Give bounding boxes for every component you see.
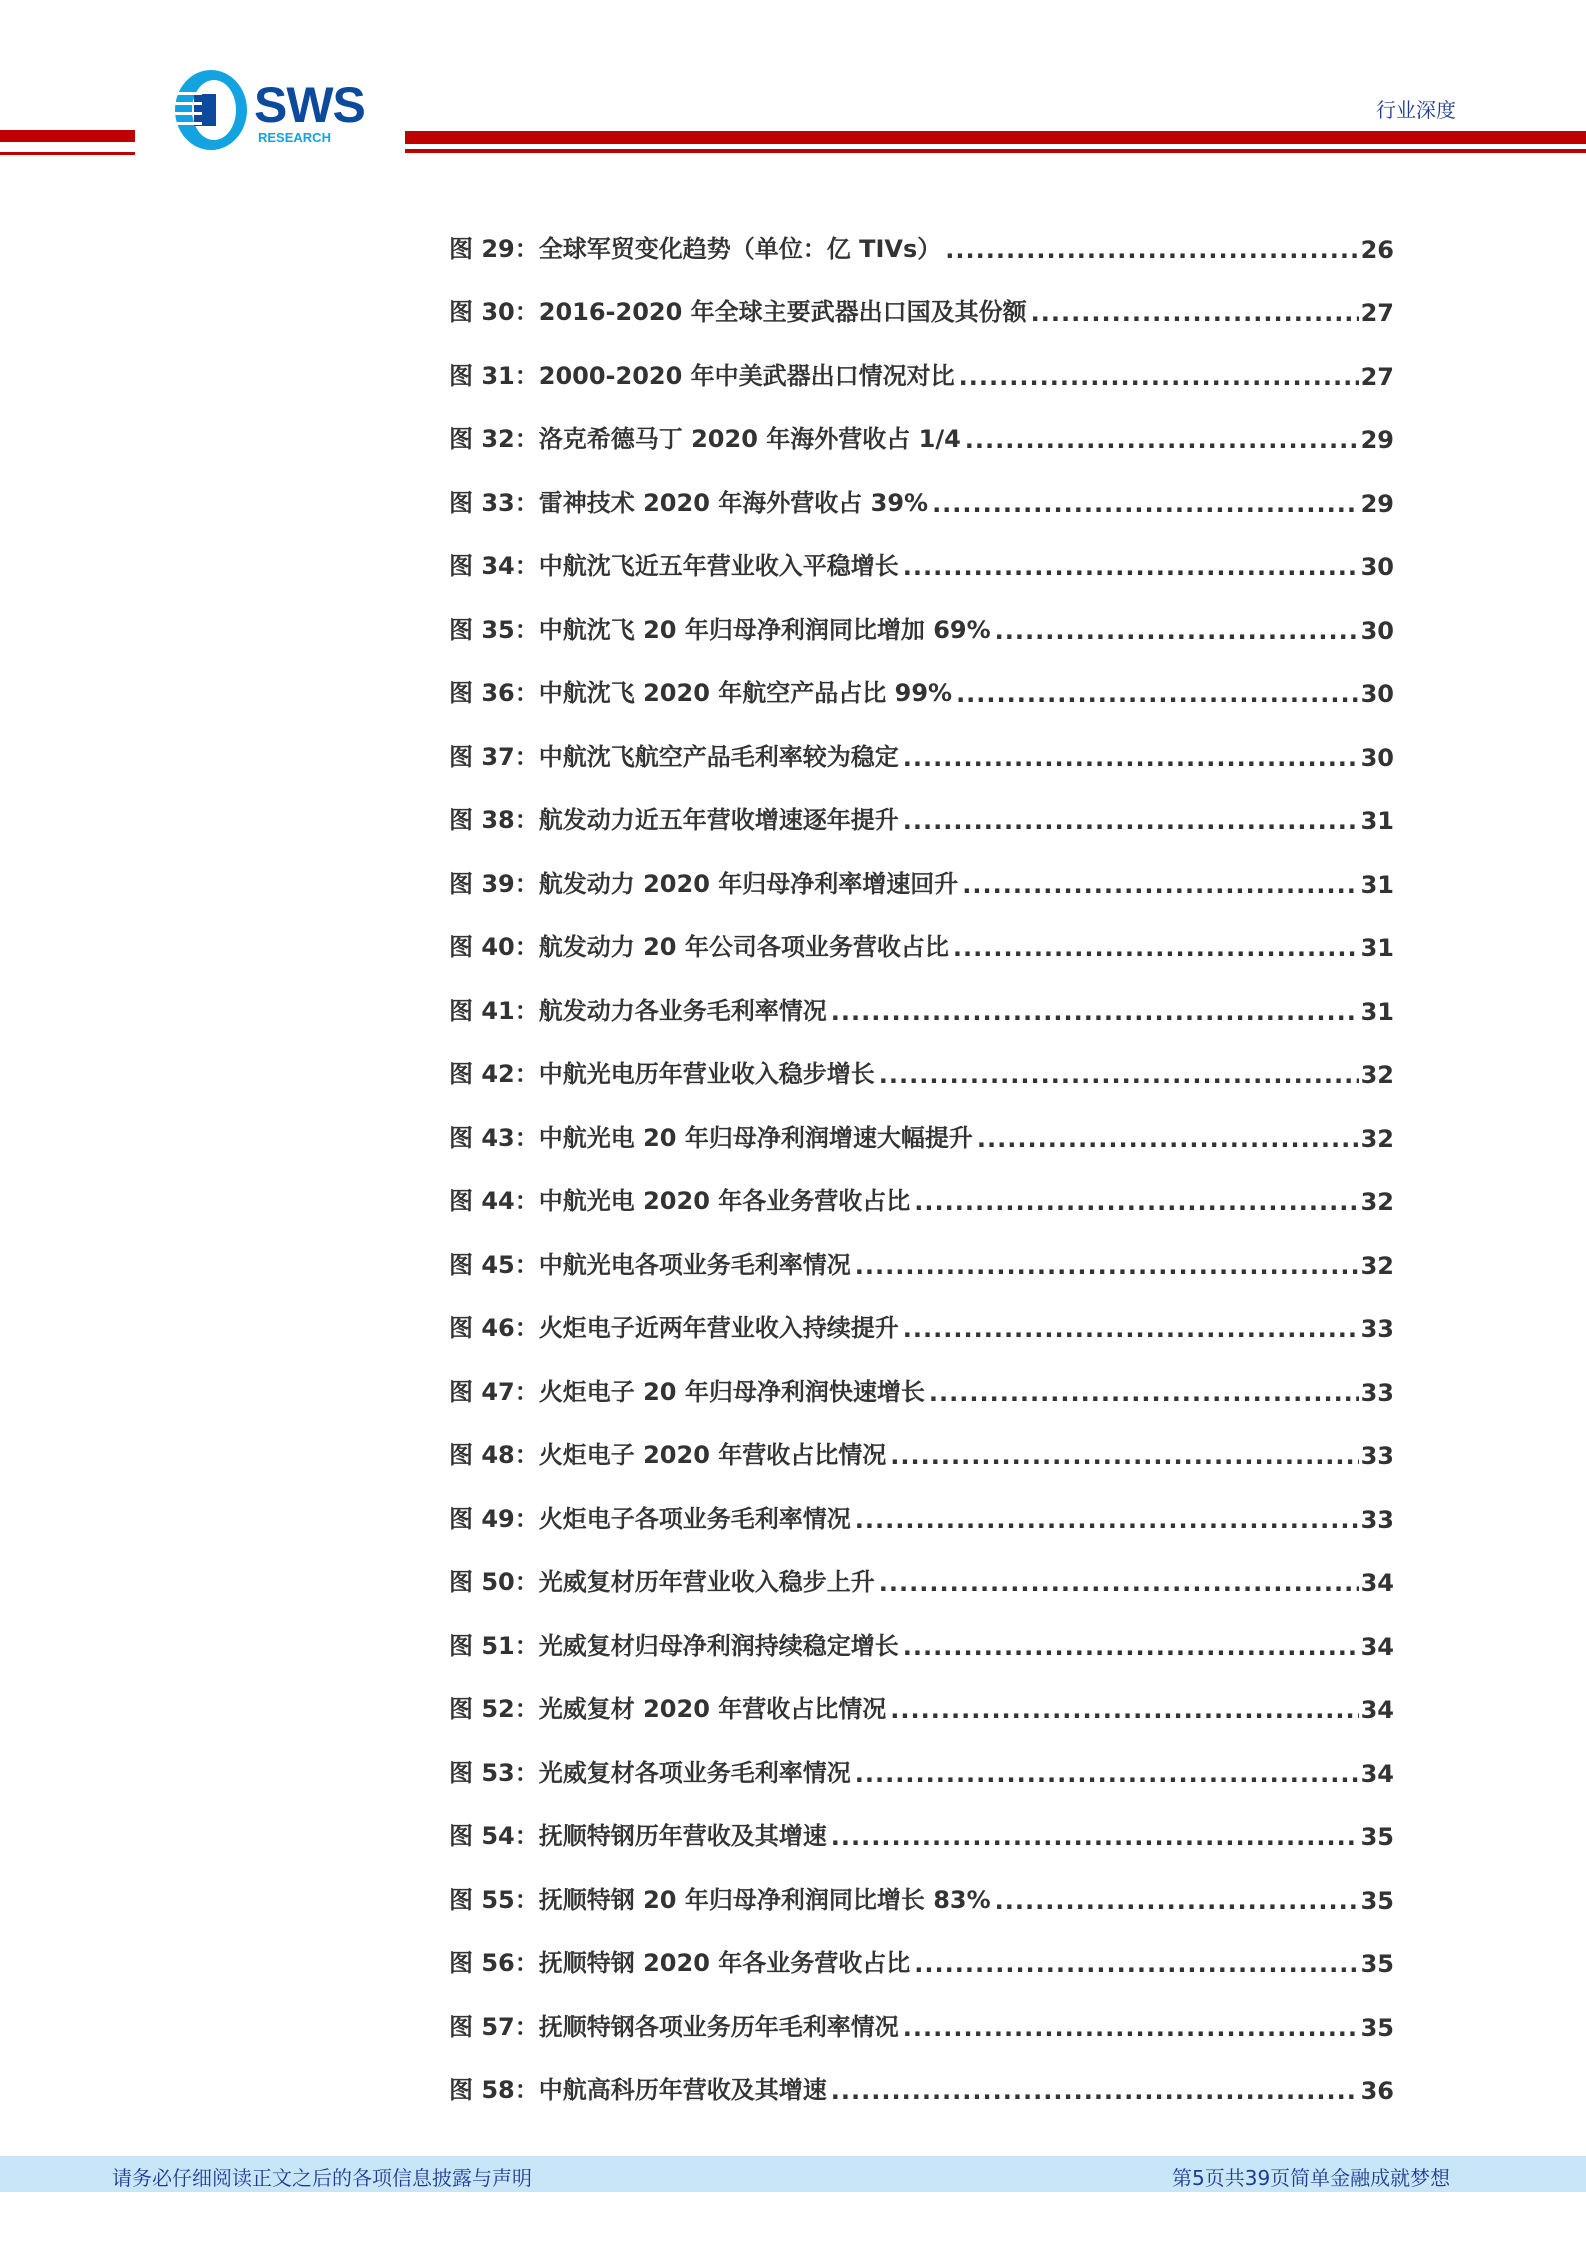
logo-emblem-icon — [172, 68, 250, 152]
toc-entry-label: 图 42：中航光电历年营业收入稳步增长 — [449, 1060, 875, 1088]
toc-entry-page: 33 — [1360, 1315, 1394, 1343]
toc-leader-dots — [959, 363, 1359, 391]
toc-entry[interactable] — [449, 1534, 1394, 1598]
toc-entry[interactable] — [449, 1978, 1394, 2042]
toc-entry[interactable] — [449, 1788, 1394, 1852]
toc-leader-dots — [855, 1760, 1359, 1788]
toc-entry-page: 31 — [1360, 870, 1394, 899]
toc-entry-label: 图 52：光威复材 2020 年营收占比情况 — [449, 1695, 887, 1723]
toc-entry-label: 图 31：2000-2020 年中美武器出口情况对比 — [449, 361, 955, 390]
header-rule-right-thick — [405, 131, 1586, 144]
toc-entry[interactable] — [449, 899, 1394, 963]
toc-entry-page: 31 — [1360, 997, 1394, 1026]
toc-entry-label: 图 53：光威复材各项业务毛利率情况 — [449, 1758, 851, 1787]
toc-entry[interactable] — [449, 200, 1394, 264]
toc-entry[interactable] — [449, 1343, 1394, 1407]
toc-entry-page: 32 — [1360, 1251, 1394, 1280]
toc-leader-dots — [890, 1696, 1358, 1724]
toc-leader-dots — [879, 1061, 1359, 1089]
toc-leader-dots — [855, 1252, 1359, 1280]
toc-entry-label: 图 35：中航沈飞 20 年归母净利润同比增加 69% — [449, 615, 991, 644]
toc-leader-dots — [903, 807, 1359, 835]
toc-entry-label: 图 45：中航光电各项业务毛利率情况 — [449, 1250, 851, 1279]
toc-leader-dots — [914, 1950, 1358, 1978]
toc-entry-page: 29 — [1360, 426, 1394, 454]
toc-entry[interactable] — [449, 1216, 1394, 1280]
toc-leader-dots — [929, 1379, 1359, 1407]
logo-text: SWS — [254, 77, 365, 133]
toc-leader-dots — [965, 426, 1359, 454]
toc-entry-label: 图 56：抚顺特钢 2020 年各业务营收占比 — [449, 1949, 911, 1977]
logo-subtext: RESEARCH — [258, 130, 331, 145]
toc-entry-page: 30 — [1360, 616, 1394, 645]
toc-leader-dots — [831, 2077, 1359, 2105]
toc-entry-label: 图 54：抚顺特钢历年营收及其增速 — [449, 1822, 827, 1850]
toc-entry-page: 34 — [1360, 1696, 1394, 1724]
toc-entry-label: 图 49：火炬电子各项业务毛利率情况 — [449, 1504, 851, 1533]
toc-entry-page: 29 — [1360, 489, 1394, 518]
disclaimer-note: 请务必仔细阅读正文之后的各项信息披露与声明 — [112, 2166, 532, 2190]
toc-leader-dots — [995, 1887, 1359, 1915]
toc-entry-page: 35 — [1360, 2013, 1394, 2042]
toc-entry-label: 图 44：中航光电 2020 年各业务营收占比 — [449, 1187, 911, 1215]
toc-entry[interactable] — [449, 1724, 1394, 1788]
toc-entry[interactable] — [449, 708, 1394, 772]
toc-leader-dots — [956, 680, 1359, 708]
toc-leader-dots — [953, 934, 1359, 962]
toc-entry-page: 36 — [1360, 2077, 1394, 2105]
toc-leader-dots — [903, 1633, 1359, 1661]
toc-entry-label: 图 36：中航沈飞 2020 年航空产品占比 99% — [449, 679, 953, 707]
toc-entry[interactable] — [449, 1597, 1394, 1661]
header-rule-right-thin — [405, 149, 1586, 153]
toc-entry-page: 30 — [1360, 743, 1394, 772]
toc-entry-label: 图 30：2016-2020 年全球主要武器出口国及其份额 — [449, 298, 1027, 326]
toc-entry-page: 31 — [1360, 807, 1394, 835]
toc-entry-page: 34 — [1360, 1759, 1394, 1788]
toc-entry[interactable] — [449, 1470, 1394, 1534]
toc-entry[interactable] — [449, 454, 1394, 518]
report-category: 行业深度 — [1376, 98, 1456, 122]
toc-entry-page: 34 — [1360, 1632, 1394, 1661]
toc-entry[interactable] — [449, 2042, 1394, 2106]
toc-entry-label: 图 50：光威复材历年营业收入稳步上升 — [449, 1568, 875, 1596]
toc-leader-dots — [962, 871, 1358, 899]
toc-entry-page: 35 — [1360, 1886, 1394, 1915]
toc-entry[interactable] — [449, 1280, 1394, 1344]
toc-entry-page: 35 — [1360, 1823, 1394, 1851]
toc-entry[interactable] — [449, 1661, 1394, 1725]
toc-leader-dots — [903, 553, 1359, 581]
toc-entry-label: 图 46：火炬电子近两年营业收入持续提升 — [449, 1314, 899, 1342]
toc-entry-label: 图 34：中航沈飞近五年营业收入平稳增长 — [449, 552, 899, 580]
toc-entry[interactable] — [449, 772, 1394, 836]
toc-entry[interactable] — [449, 835, 1394, 899]
toc-entry[interactable] — [449, 962, 1394, 1026]
sws-logo — [172, 68, 372, 152]
toc-entry[interactable] — [449, 327, 1394, 391]
toc-entry[interactable] — [449, 1153, 1394, 1217]
toc-leader-dots — [879, 1569, 1359, 1597]
toc-leader-dots — [855, 1506, 1359, 1534]
toc-entry-page: 30 — [1360, 553, 1394, 581]
toc-entry-label: 图 55：抚顺特钢 20 年归母净利润同比增长 83% — [449, 1885, 991, 1914]
toc-entry-label: 图 38：航发动力近五年营收增速逐年提升 — [449, 806, 899, 834]
toc-entry-page: 33 — [1360, 1505, 1394, 1534]
toc-entry[interactable] — [449, 581, 1394, 645]
footer-band — [0, 2156, 1586, 2192]
toc-entry-page: 30 — [1360, 680, 1394, 708]
toc-leader-dots — [903, 2014, 1359, 2042]
toc-entry-page: 27 — [1360, 362, 1394, 391]
toc-leader-dots — [903, 744, 1359, 772]
toc-entry[interactable] — [449, 391, 1394, 455]
toc-leader-dots — [914, 1188, 1358, 1216]
toc-entry-label: 图 51：光威复材归母净利润持续稳定增长 — [449, 1631, 899, 1660]
toc-entry-label: 图 58：中航高科历年营收及其增速 — [449, 2076, 827, 2104]
figure-toc — [449, 200, 1394, 2105]
toc-leader-dots — [831, 998, 1359, 1026]
header-rule-left-thick — [0, 130, 135, 142]
toc-entry-page: 35 — [1360, 1950, 1394, 1978]
toc-entry-page: 33 — [1360, 1378, 1394, 1407]
toc-leader-dots — [890, 1442, 1358, 1470]
toc-leader-dots — [831, 1823, 1359, 1851]
toc-entry-page: 31 — [1360, 934, 1394, 962]
toc-leader-dots — [995, 617, 1359, 645]
toc-entry[interactable] — [449, 518, 1394, 582]
toc-entry-label: 图 39：航发动力 2020 年归母净利率增速回升 — [449, 869, 959, 898]
toc-entry-page: 32 — [1360, 1124, 1394, 1153]
toc-entry-label: 图 43：中航光电 20 年归母净利润增速大幅提升 — [449, 1123, 973, 1152]
toc-leader-dots — [903, 1315, 1359, 1343]
toc-entry-label: 图 32：洛克希德马丁 2020 年海外营收占 1/4 — [449, 425, 961, 453]
toc-entry-label: 图 47：火炬电子 20 年归母净利润快速增长 — [449, 1377, 925, 1406]
toc-entry[interactable] — [449, 1089, 1394, 1153]
toc-entry-page: 33 — [1360, 1442, 1394, 1470]
toc-entry-page: 34 — [1360, 1569, 1394, 1597]
toc-leader-dots — [1031, 299, 1359, 327]
toc-leader-dots — [932, 490, 1359, 518]
toc-entry[interactable] — [449, 645, 1394, 709]
toc-entry-label: 图 48：火炬电子 2020 年营收占比情况 — [449, 1441, 887, 1469]
toc-entry[interactable] — [449, 264, 1394, 328]
toc-entry[interactable] — [449, 1026, 1394, 1090]
toc-entry-page: 27 — [1360, 299, 1394, 327]
toc-leader-dots — [945, 236, 1358, 264]
toc-entry-label: 图 33：雷神技术 2020 年海外营收占 39% — [449, 488, 929, 517]
toc-entry[interactable] — [449, 1851, 1394, 1915]
toc-entry-label: 图 57：抚顺特钢各项业务历年毛利率情况 — [449, 2012, 899, 2041]
toc-entry[interactable] — [449, 1407, 1394, 1471]
header-rule-left-thin — [0, 152, 135, 155]
toc-entry-label: 图 41：航发动力各业务毛利率情况 — [449, 996, 827, 1025]
toc-entry[interactable] — [449, 1915, 1394, 1979]
toc-entry-page: 32 — [1360, 1061, 1394, 1089]
toc-leader-dots — [977, 1125, 1359, 1153]
toc-entry-label: 图 37：中航沈飞航空产品毛利率较为稳定 — [449, 742, 899, 771]
toc-entry-page: 32 — [1360, 1188, 1394, 1216]
toc-entry-page: 26 — [1360, 235, 1394, 264]
toc-entry-label: 图 40：航发动力 20 年公司各项业务营收占比 — [449, 933, 949, 961]
toc-entry-label: 图 29：全球军贸变化趋势（单位：亿 TIVs） — [449, 234, 942, 263]
page-info: 第5页共39页简单金融成就梦想 — [1172, 2166, 1451, 2190]
